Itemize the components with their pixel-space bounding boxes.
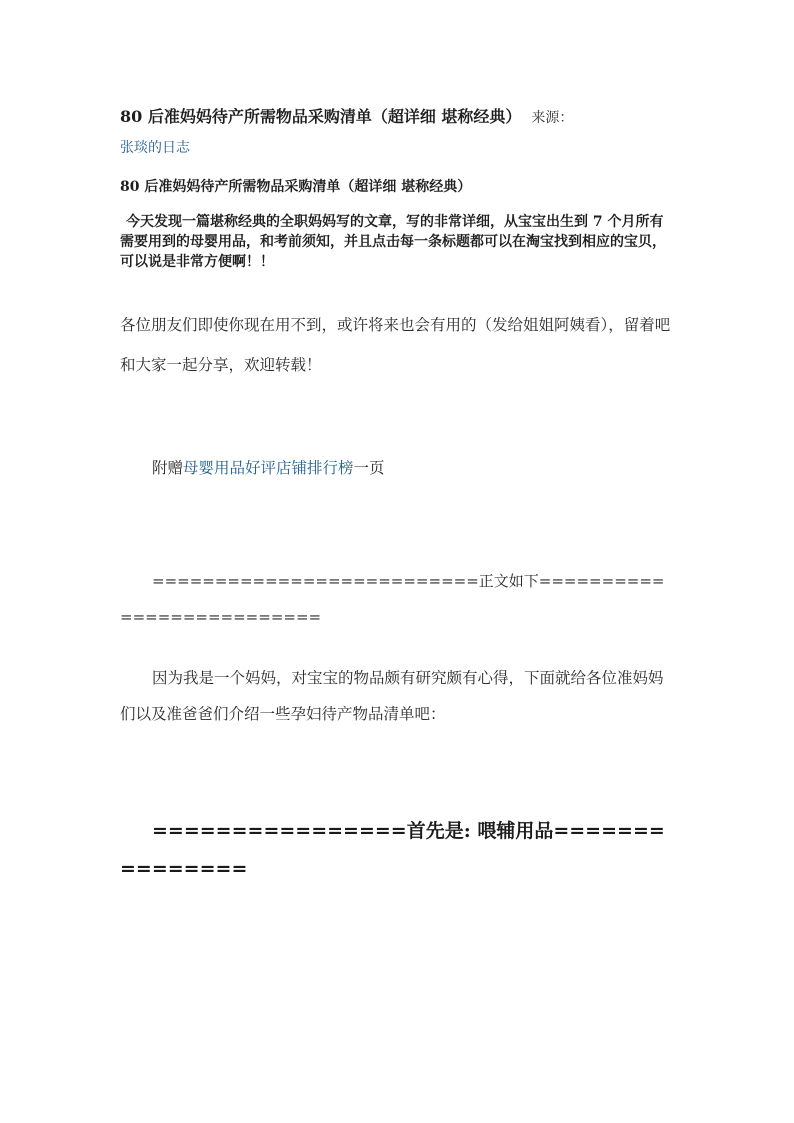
ranking-link[interactable]: 母婴用品好评店铺排行榜 bbox=[183, 459, 354, 477]
article-subtitle: 80 后准妈妈待产所需物品采购清单（超详细 堪称经典） bbox=[120, 179, 472, 195]
gift-prefix: 附赠 bbox=[152, 459, 184, 477]
article-title bbox=[120, 106, 676, 129]
intro-paragraph: 今天发现一篇堪称经典的全职妈妈写的文章，写的非常详细，从宝宝出生到 7 个月所有需要用到的母婴用品，和考前须知，并且点击每一条标题都可以在淘宝找到相应的宝贝，可以说是非常方便啊！！ bbox=[120, 214, 666, 270]
gift-suffix: 一页 bbox=[353, 459, 385, 477]
author-link[interactable]: 张琰的日志 bbox=[120, 140, 190, 156]
mom-intro-paragraph: 因为我是一个妈妈，对宝宝的物品颇有研究颇有心得，下面就给各位准妈妈们以及准爸爸们介绍一些孕妇待产物品清单吧： bbox=[120, 669, 664, 723]
main-text-separator: ==========================正文如下========================== bbox=[120, 572, 665, 626]
article-title-text: 80 后准妈妈待产所需物品采购清单（超详细 堪称经典） bbox=[120, 107, 522, 126]
gift-line bbox=[120, 456, 676, 480]
feeding-section-heading: ================首先是: 喂辅用品=============== bbox=[120, 820, 665, 880]
share-paragraph: 各位朋友们即使你现在用不到，或许将来也会有用的（发给姐姐阿姨看），留着吧和大家一起分享，欢迎转载！ bbox=[120, 316, 671, 374]
source-label: 来源： bbox=[531, 110, 574, 126]
